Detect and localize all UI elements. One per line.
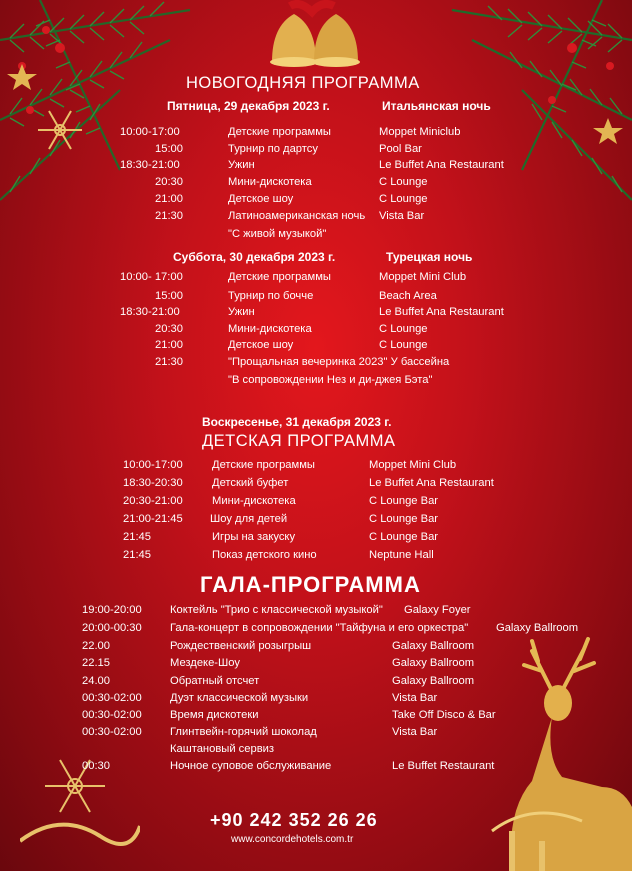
table-row-time: 00:30-02:00 <box>82 726 142 738</box>
table-row-place: Le Buffet Ana Restaurant <box>379 159 504 171</box>
table-row-event: Турнир по бочче <box>228 290 314 302</box>
table-row-event: Детские программы <box>228 271 331 283</box>
friday-theme: Итальянская ночь <box>382 99 491 113</box>
table-row-event: Детские программы <box>228 126 331 138</box>
table-row-place: C Lounge Bar <box>369 495 439 507</box>
phone-number[interactable]: +90 242 352 26 26 <box>210 810 378 830</box>
table-row-time: 21:30 <box>155 210 183 222</box>
table-row-place: Galaxy Ballroom <box>496 622 579 634</box>
table-row-place: Neptune Hall <box>369 549 434 561</box>
table-row-time: 21:45 <box>123 531 151 543</box>
table-row-time: 00:30-02:00 <box>82 692 142 704</box>
table-row-place: Vista Bar <box>379 210 425 222</box>
table-row-time: 18:30-21:00 <box>120 159 180 171</box>
friday-date: Пятница, 29 декабря 2023 г. <box>167 99 330 113</box>
table-row-event: Игры на закуску <box>212 531 296 543</box>
table-row-event: Мини-дискотека <box>212 495 296 507</box>
table-row-place: C Lounge <box>379 193 428 205</box>
table-row-time: 21:00 <box>155 339 183 351</box>
table-row-time: 20:30 <box>155 176 183 188</box>
table-row-place: Beach Area <box>379 290 437 302</box>
table-row-place: Pool Bar <box>379 143 422 155</box>
table-row-place: C Lounge <box>379 176 428 188</box>
table-row-place: Le Buffet Ana Restaurant <box>369 477 494 489</box>
table-row-place: Moppet Miniclub <box>379 126 461 138</box>
table-row-event: Мини-дискотека <box>228 176 312 188</box>
table-row-event: Детское шоу <box>228 193 294 205</box>
table-row-time: 15:00 <box>155 143 183 155</box>
page-title: НОВОГОДНЯЯ ПРОГРАММА <box>186 74 420 92</box>
table-row-event: Детские программы <box>212 459 315 471</box>
table-row-event: Детский буфет <box>212 477 289 489</box>
table-row-place: Galaxy Ballroom <box>392 675 475 687</box>
table-row-place: Galaxy Ballroom <box>392 657 475 669</box>
table-row-place: Le Buffet Restaurant <box>392 760 495 772</box>
table-row-time: 22.15 <box>82 657 110 669</box>
website-link[interactable]: www.concordehotels.com.tr <box>231 834 354 845</box>
gala-heading: ГАЛА-ПРОГРАММА <box>200 572 421 597</box>
table-row-time: 21:30 <box>155 356 183 368</box>
table-row-time: 00:30 <box>82 760 110 772</box>
table-row-time: 20:00-00:30 <box>82 622 142 634</box>
friday-note: "С живой музыкой" <box>228 228 327 240</box>
table-row-time: 18:30-20:30 <box>123 477 183 489</box>
table-row-place: Galaxy Ballroom <box>392 640 475 652</box>
table-row-event: Мездеке-Шоу <box>170 657 240 669</box>
table-row-place: C Lounge <box>379 339 428 351</box>
table-row-time: 24.00 <box>82 675 110 687</box>
table-row-event: Ужин <box>228 306 255 318</box>
table-row-event: "Прощальная вечеринка 2023" У бассейна <box>228 356 450 368</box>
table-row-event: Время дискотеки <box>170 709 259 721</box>
table-row-event: Дуэт классической музыки <box>170 692 309 704</box>
table-row-place: Moppet Mini Club <box>369 459 457 471</box>
table-row-event: Ночное суповое обслуживание <box>170 760 332 772</box>
table-row-place: C Lounge <box>379 323 428 335</box>
table-row-event: Коктейль "Трио с классической музыкой" <box>170 604 383 616</box>
table-row-place: Le Buffet Ana Restaurant <box>379 306 504 318</box>
table-row-place: C Lounge Bar <box>369 513 439 525</box>
table-row-time: 22.00 <box>82 640 110 652</box>
table-row-time: 21:00 <box>155 193 183 205</box>
table-row-time: 00:30-02:00 <box>82 709 142 721</box>
bells-decoration <box>250 0 380 70</box>
table-row-event: Латиноамериканская ночь <box>228 210 366 222</box>
table-row-time: 10:00-17:00 <box>123 459 183 471</box>
saturday-date: Суббота, 30 декабря 2023 г. <box>173 250 336 264</box>
table-row-time: 20:30 <box>155 323 183 335</box>
table-row-event: Обратный отсчет <box>170 675 260 687</box>
table-row-time: 10:00-17:00 <box>120 126 180 138</box>
table-row-event: Каштановый сервиз <box>170 743 275 755</box>
table-row-event: Турнир по дартсу <box>228 143 318 155</box>
table-row-event: Рождественский розыгрыш <box>170 640 312 652</box>
table-row-place: Vista Bar <box>392 726 438 738</box>
table-row-time: 21:45 <box>123 549 151 561</box>
kids-program-heading: ДЕТСКАЯ ПРОГРАММА <box>202 432 396 450</box>
table-row-time: 20:30-21:00 <box>123 495 183 507</box>
table-row-time: 15:00 <box>155 290 183 302</box>
sunday-date: Воскресенье, 31 декабря 2023 г. <box>202 415 392 429</box>
fir-branch-top-right-decoration <box>432 0 632 230</box>
table-row-place: C Lounge Bar <box>369 531 439 543</box>
saturday-note: "В сопровождении Нез и ди-джея Бэта" <box>228 374 433 386</box>
table-row-event: Ужин <box>228 159 255 171</box>
table-row-event: Мини-дискотека <box>228 323 312 335</box>
table-row-event: Детское шоу <box>228 339 294 351</box>
table-row-time: 18:30-21:00 <box>120 306 180 318</box>
table-row-event: Показ детского кино <box>212 549 317 561</box>
table-row-event: Шоу для детей <box>210 513 288 525</box>
snowflake-bottom-left-decoration <box>20 731 140 851</box>
table-row-place: Vista Bar <box>392 692 438 704</box>
table-row-place: Take Off Disco & Bar <box>392 709 496 721</box>
saturday-theme: Турецкая ночь <box>386 250 473 264</box>
table-row-time: 19:00-20:00 <box>82 604 142 616</box>
table-row-time: 21:00-21:45 <box>123 513 183 525</box>
table-row-event: Глинтвейн-горячий шоколад <box>170 726 317 738</box>
golden-deer-decoration <box>482 631 632 871</box>
table-row-place: Moppet Mini Club <box>379 271 467 283</box>
table-row-time: 10:00- 17:00 <box>120 271 183 283</box>
table-row-place: Galaxy Foyer <box>404 604 471 616</box>
table-row-event: Гала-концерт в сопровождении "Тайфуна и его оркестра" <box>170 622 469 634</box>
